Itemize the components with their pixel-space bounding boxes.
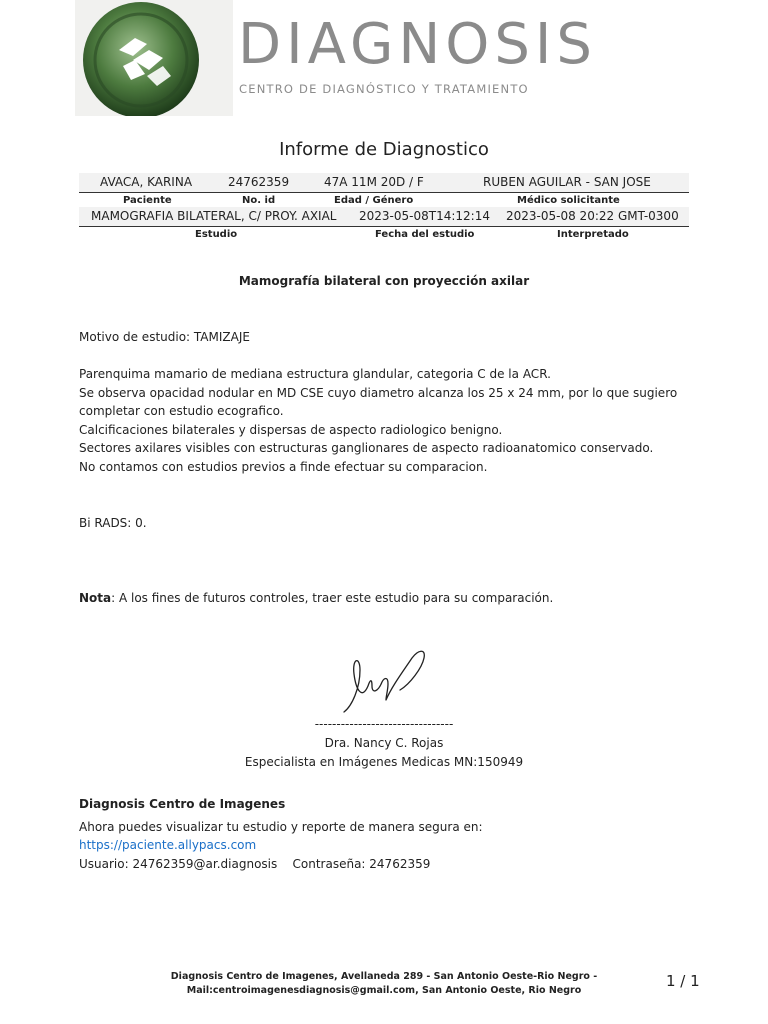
signature-line: --------------------------------	[314, 717, 454, 731]
patient-id: 24762359	[228, 175, 290, 189]
doctor-title: Especialista en Imágenes Medicas MN:150949	[244, 755, 524, 769]
portal-credentials	[79, 857, 430, 871]
footer-mail: Mail:centroimagenesdiagnosis@gmail.com, San Antonio Oeste, Rio Negro	[186, 985, 582, 996]
doctor-name: Dra. Nancy C. Rojas	[324, 736, 444, 750]
label-no-id: No. id	[242, 195, 276, 206]
label-edad-genero: Edad / Género	[334, 195, 414, 206]
finding-line: Parenquima mamario de mediana estructura glandular, categoria C de la ACR.	[79, 367, 551, 381]
portal-heading: Diagnosis Centro de Imagenes	[79, 797, 286, 811]
label-estudio: Estudio	[195, 229, 238, 240]
note-label: Nota	[79, 591, 112, 605]
portal-password: Contraseña: 24762359	[292, 857, 431, 871]
finding-line: No contamos con estudios previos a finde efectuar su comparacion.	[79, 460, 488, 474]
portal-user: Usuario: 24762359@ar.diagnosis	[79, 857, 278, 871]
finding-line: Sectores axilares visibles con estructuras ganglionares de aspecto radioanatomico conservado.	[79, 441, 654, 455]
study-interpreted: 2023-05-08 20:22 GMT-0300	[506, 209, 679, 223]
study-name: MAMOGRAFIA BILATERAL, C/ PROY. AXIAL	[91, 209, 337, 223]
label-interpretado: Interpretado	[557, 229, 629, 240]
report-title: Informe de Diagnostico	[279, 139, 489, 160]
patient-age-gender: 47A 11M 20D / F	[324, 175, 424, 189]
patient-row-rule	[79, 192, 689, 193]
referring-doctor: RUBEN AGUILAR - SAN JOSE	[483, 175, 651, 189]
brand-name: DIAGNOSIS	[238, 12, 597, 77]
portal-intro: Ahora puedes visualizar tu estudio y reporte de manera segura en:	[79, 820, 483, 834]
note-line	[79, 591, 553, 605]
finding-line: Calcificaciones bilaterales y dispersas de aspecto radiologico benigno.	[79, 423, 503, 437]
portal-link[interactable]: https://paciente.allypacs.com	[79, 838, 257, 852]
logo-emblem	[75, 0, 233, 116]
signature-image	[330, 640, 440, 720]
label-fecha: Fecha del estudio	[375, 229, 475, 240]
brand-subtitle: CENTRO DE DIAGNÓSTICO Y TRATAMIENTO	[239, 82, 529, 96]
motivo-line: Motivo de estudio: TAMIZAJE	[79, 330, 250, 344]
page-count: 1 / 1	[666, 972, 700, 990]
birads-line: Bi RADS: 0.	[79, 516, 147, 530]
patient-name: AVACA, KARINA	[100, 175, 193, 189]
note-text: : A los fines de futuros controles, traer este estudio para su comparación.	[111, 591, 554, 605]
study-title: Mamografía bilateral con proyección axilar	[238, 274, 530, 288]
study-row-rule	[79, 226, 689, 227]
label-paciente: Paciente	[123, 195, 172, 206]
study-date: 2023-05-08T14:12:14	[359, 209, 490, 223]
footer-address: Diagnosis Centro de Imagenes, Avellaneda 289 - San Antonio Oeste-Rio Negro -	[170, 971, 598, 982]
finding-line: completar con estudio ecografico.	[79, 404, 284, 418]
label-medico: Médico solicitante	[517, 195, 620, 206]
finding-line: Se observa opacidad nodular en MD CSE cuyo diametro alcanza los 25 x 24 mm, por lo que sugiero	[79, 386, 678, 400]
